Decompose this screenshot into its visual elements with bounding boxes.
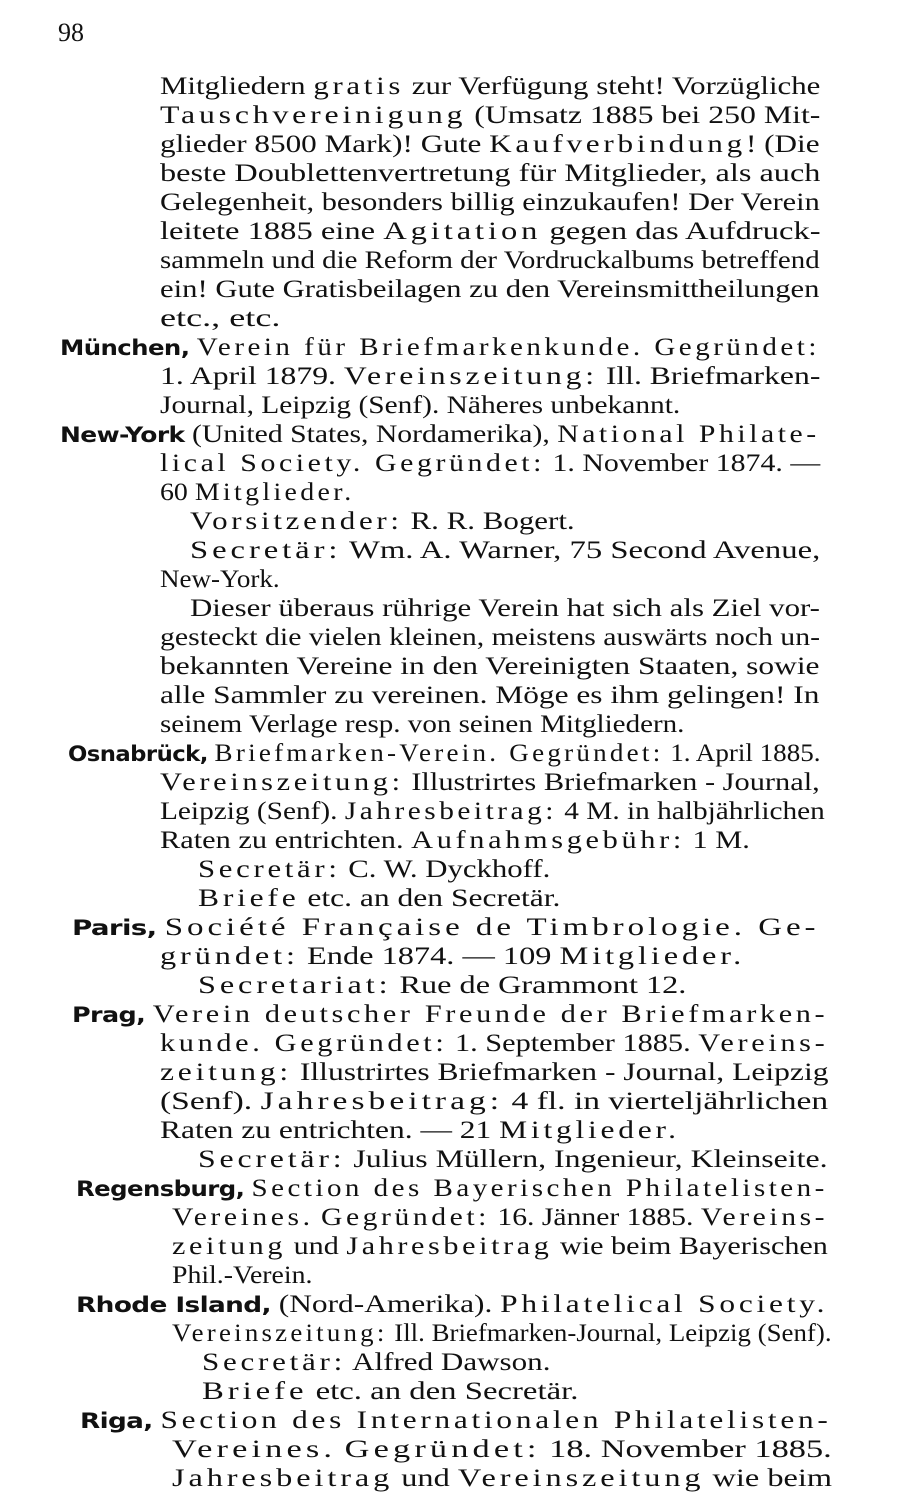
text-line: [80, 1406, 832, 1436]
text-line: [160, 797, 825, 826]
text-segment: Vereins-: [698, 1030, 829, 1057]
text-segment: Mitglieder.: [499, 1117, 680, 1144]
text-line: [172, 1435, 832, 1464]
text-line: [190, 536, 820, 565]
text-line: [160, 826, 750, 855]
text-segment: Philatelical Society.: [500, 1291, 829, 1318]
text-line: [202, 1348, 551, 1377]
entry-heading: Prag,: [72, 1003, 146, 1027]
text-line: [160, 1116, 680, 1145]
text-line: [160, 188, 820, 217]
text-segment: Kaufverbindung: [489, 131, 746, 158]
text-segment: Aufnahmsgebühr:: [411, 827, 685, 854]
text-segment: Ill. Briefmarken-: [597, 363, 821, 390]
text-segment: Secretär:: [190, 537, 342, 564]
text-line: [160, 942, 745, 971]
text-segment: Dieser überaus rührige Verein hat sich als Ziel vor-: [190, 595, 820, 622]
text-segment: 1. November 1874. —: [545, 450, 821, 477]
text-segment: lical Society. Gegründet:: [160, 450, 546, 477]
text-segment: Journal, Leipzig (Senf). Näheres unbekannt.: [160, 392, 681, 419]
text-segment: Raten zu entrichten. — 21: [160, 1117, 500, 1144]
text-line: [160, 1029, 828, 1058]
text-segment: Mitglieder.: [194, 479, 355, 506]
text-segment: Leipzig (Senf).: [160, 798, 345, 825]
text-line: [60, 333, 820, 363]
text-segment: etc. an den Secretär.: [299, 885, 561, 912]
text-line: [160, 681, 819, 710]
text-segment: Jahresbeitrag:: [344, 798, 557, 825]
text-segment: Gegründet:: [344, 1436, 541, 1463]
entry-heading: Paris,: [72, 916, 157, 940]
text-segment: [189, 334, 196, 361]
text-line: [160, 72, 820, 101]
text-segment: Secretär:: [198, 856, 341, 883]
text-segment: [153, 1407, 161, 1434]
text-segment: Jahresbeitrag:: [260, 1088, 504, 1115]
text-line: [172, 1203, 828, 1232]
text-segment: zeitung: [172, 1233, 287, 1260]
entry-heading: New-York: [60, 423, 185, 447]
text-line: [160, 304, 280, 333]
text-segment: New-York.: [160, 566, 280, 593]
text-segment: wie beim: [704, 1465, 833, 1492]
text-segment: Mitgliedern: [160, 73, 314, 100]
text-line: [160, 478, 355, 507]
text-segment: zeitung:: [160, 1059, 292, 1086]
text-segment: Secretär:: [202, 1349, 346, 1376]
text-segment: C. W. Dyckhoff.: [340, 856, 551, 883]
text-segment: 1. April 1885.: [663, 740, 821, 767]
entry-heading: München,: [60, 336, 190, 360]
text-segment: Secretariat:: [198, 972, 392, 999]
text-segment: Julius Müllern, Ingenieur, Kleinseite.: [345, 1146, 828, 1173]
text-segment: und: [393, 1465, 458, 1492]
text-segment: Briefmarken-Verein. Gegründet:: [214, 740, 664, 767]
text-segment: Société Française de Timbrologie. Ge-: [164, 914, 820, 941]
text-line: [202, 1377, 578, 1406]
text-segment: gratis: [313, 73, 405, 100]
text-segment: gesteckt die vielen kleinen, meistens auswärts noch un-: [160, 624, 821, 651]
text-segment: Vereines.: [172, 1204, 314, 1231]
text-line: [76, 1290, 828, 1320]
text-line: [160, 130, 820, 159]
text-line: [160, 362, 820, 391]
text-segment: etc. an den Secretär.: [307, 1378, 579, 1405]
text-segment: und: [286, 1233, 347, 1260]
text-line: [198, 855, 550, 884]
text-segment: Vereinszeitung: [457, 1465, 705, 1492]
text-segment: gegen das Aufdruck-: [541, 218, 821, 245]
text-segment: (Umsatz 1885 bei 250 Mit-: [466, 102, 821, 129]
text-segment: Section des Internationalen Philatelisten-: [160, 1407, 832, 1434]
text-segment: Mitglieder.: [559, 943, 746, 970]
text-line: [198, 884, 560, 913]
text-line: [160, 101, 820, 130]
text-segment: Verein für Briefmarkenkunde. Gegründet:: [196, 334, 820, 361]
text-segment: Vereinszeitung:: [343, 363, 598, 390]
text-segment: etc., etc.: [160, 305, 281, 332]
text-line: [160, 565, 280, 594]
text-line: [160, 275, 819, 304]
text-segment: Vorsitzender:: [190, 508, 403, 535]
text-segment: Vereins-: [700, 1204, 829, 1231]
text-line: [72, 1000, 828, 1030]
text-segment: 4 M. in halbjährlichen: [556, 798, 825, 825]
text-segment: Ende 1874. — 109: [298, 943, 560, 970]
page-number: 98: [58, 18, 84, 47]
text-segment: Rue de Grammont 12.: [391, 972, 687, 999]
text-segment: ein! Gute Gratisbeilagen zu den Vereinsmittheilungen: [160, 276, 820, 303]
text-segment: [145, 1001, 153, 1028]
text-line: [160, 1087, 828, 1116]
text-segment: Jahresbeitrag: [172, 1465, 394, 1492]
text-segment: Wm. A. Warner, 75 Second Avenue,: [341, 537, 821, 564]
text-line: [76, 1174, 828, 1204]
text-segment: alle Sammler zu vereinen. Möge es ihm gelingen! In: [160, 682, 820, 709]
text-segment: Verein deutscher Freunde der Briefmarken-: [152, 1001, 829, 1028]
text-segment: (United States, Nordamerika),: [184, 421, 558, 448]
text-segment: gründet:: [160, 943, 299, 970]
text-segment: [336, 1436, 345, 1463]
text-line: [160, 217, 821, 246]
entry-heading: Riga,: [80, 1409, 153, 1433]
text-line: [160, 449, 820, 478]
text-segment: 1 M.: [684, 827, 750, 854]
text-line: [190, 507, 575, 536]
text-segment: Gelegenheit, besonders billig einzukaufen! Der Verein: [160, 189, 820, 216]
text-segment: National Philate-: [557, 421, 820, 448]
text-segment: Secretär:: [198, 1146, 346, 1173]
text-segment: 1. September 1885.: [447, 1030, 699, 1057]
text-segment: Vereinszeitung:: [160, 769, 404, 796]
text-segment: Illustrirtes Briefmarken - Journal, Leipzig: [291, 1059, 829, 1086]
text-segment: leitete 1885 eine: [160, 218, 384, 245]
text-line: [160, 652, 820, 681]
text-segment: [314, 1204, 321, 1231]
text-segment: 16. Jänner 1885.: [489, 1204, 701, 1231]
text-line: [160, 623, 820, 652]
entry-heading: Rhode Island,: [76, 1293, 271, 1317]
text-line: [160, 1058, 829, 1087]
text-line: [160, 391, 680, 420]
text-segment: Briefe: [198, 885, 300, 912]
text-segment: Ill. Briefmarken-Journal, Leipzig (Senf).: [387, 1320, 832, 1347]
text-segment: Agitation: [383, 218, 542, 245]
text-line: [198, 1145, 828, 1174]
text-segment: ! (Die: [745, 131, 820, 158]
text-segment: Tauschvereinigung: [160, 102, 467, 129]
text-segment: Vereinszeitung:: [172, 1320, 388, 1347]
text-segment: Gegründet:: [320, 1204, 490, 1231]
text-segment: beste Doublettenvertretung für Mitglieder, als auch: [160, 160, 821, 187]
text-segment: seinem Verlage resp. von seinen Mitgliedern.: [160, 711, 685, 738]
text-line: [160, 159, 820, 188]
text-segment: Phil.-Verein.: [172, 1262, 313, 1289]
text-line: [172, 1232, 828, 1261]
text-line: [160, 768, 820, 797]
text-line: [160, 710, 684, 739]
text-segment: 4 fl. in vierteljährlichen: [503, 1088, 829, 1115]
entry-heading: Regensburg,: [76, 1177, 245, 1201]
text-segment: Briefe: [202, 1378, 308, 1405]
text-line: [60, 420, 820, 450]
text-segment: 18. November 1885.: [540, 1436, 832, 1463]
text-line: [172, 1464, 832, 1493]
entry-heading: Osnabrück,: [68, 742, 208, 766]
text-segment: bekannten Vereine in den Vereinigten Staaten, sowie: [160, 653, 820, 680]
text-segment: sammeln und die Reform der Vordruckalbums betreffend: [160, 247, 820, 274]
text-segment: (Nord-Amerika).: [270, 1291, 501, 1318]
text-line: [190, 594, 820, 623]
text-segment: Alfred Dawson.: [345, 1349, 551, 1376]
text-line: [172, 1319, 832, 1348]
text-line: [198, 971, 686, 1000]
text-segment: kunde. Gegründet:: [160, 1030, 448, 1057]
text-segment: Jahresbeitrag: [346, 1233, 553, 1260]
text-segment: wie beim Bayerischen: [552, 1233, 828, 1260]
text-segment: 60: [160, 479, 195, 506]
text-segment: Section des Bayerischen Philatelisten-: [251, 1175, 828, 1202]
text-line: [160, 246, 820, 275]
text-segment: (Senf).: [160, 1088, 261, 1115]
text-segment: Raten zu entrichten.: [160, 827, 412, 854]
text-segment: R. R. Bogert.: [402, 508, 575, 535]
text-segment: Vereines.: [172, 1436, 337, 1463]
text-segment: zur Verfügung steht! Vorzügliche: [404, 73, 821, 100]
text-segment: Illustrirtes Briefmarken - Journal,: [403, 769, 820, 796]
text-segment: glieder 8500 Mark)! Gute: [160, 131, 490, 158]
text-line: [68, 739, 821, 769]
text-line: [72, 913, 820, 943]
text-line: [172, 1261, 312, 1290]
text-segment: 1. April 1879.: [160, 363, 344, 390]
